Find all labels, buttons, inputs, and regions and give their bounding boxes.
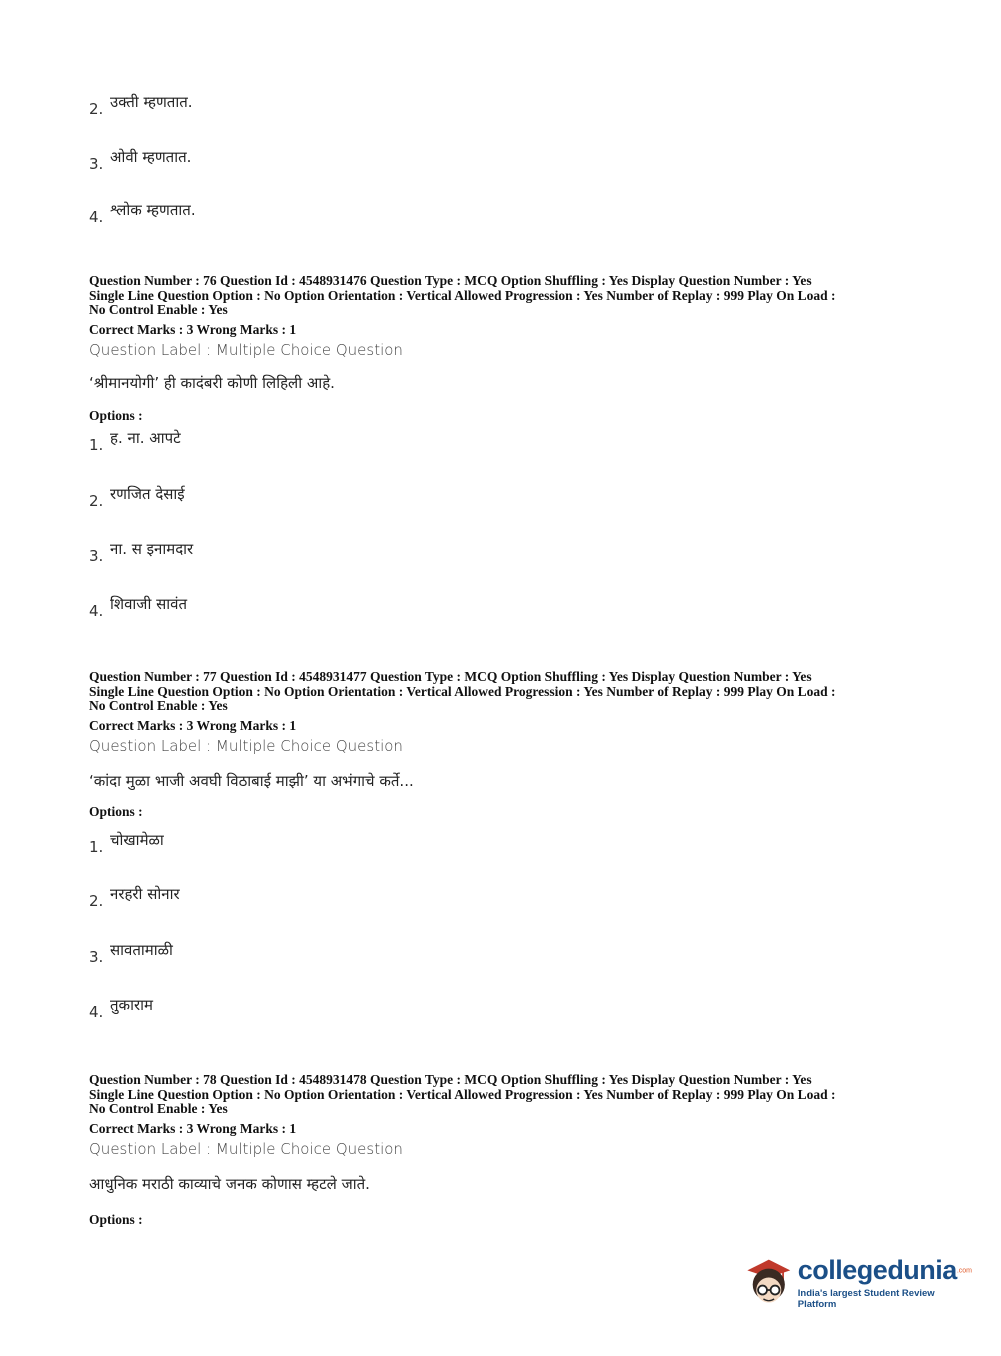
prev-option-3 <box>89 147 191 173</box>
meta-line: No Control Enable : Yes <box>89 1101 228 1116</box>
option-number: 2. <box>89 492 104 510</box>
meta-line: No Control Enable : Yes <box>89 698 228 713</box>
option-number: 3. <box>89 547 104 565</box>
meta-line: Question Number : 78 Question Id : 4548931478 Question Type : MCQ Option Shuffling : Yes Display Question Number : Yes <box>89 1072 812 1087</box>
question-77-marks: Correct Marks : 3 Wrong Marks : 1 <box>89 718 297 733</box>
question-77-options-heading: Options : <box>89 804 143 819</box>
prev-option-4 <box>89 200 196 226</box>
question-76-meta <box>89 274 919 318</box>
question-78-meta <box>89 1073 919 1117</box>
question-76-text: ‘श्रीमानयोगी’ ही कादंबरी कोणी लिहिली आहे. <box>89 374 335 392</box>
question-76-option-1[interactable] <box>89 428 181 454</box>
question-78-label: Question Label : Multiple Choice Question <box>89 1140 403 1158</box>
meta-line: Question Number : 76 Question Id : 4548931476 Question Type : MCQ Option Shuffling : Yes Display Question Number : Yes <box>89 273 812 288</box>
option-number: 4. <box>89 602 104 620</box>
option-text: ओवी म्हणतात. <box>110 148 192 166</box>
option-text: शिवाजी सावंत <box>110 595 188 613</box>
option-text: सावतामाळी <box>110 941 173 959</box>
question-78-options-heading: Options : <box>89 1212 143 1227</box>
option-number: 4. <box>89 1003 104 1021</box>
question-76-option-2[interactable] <box>89 484 185 510</box>
mascot-icon <box>742 1251 794 1313</box>
option-text: ह. ना. आपटे <box>110 429 181 447</box>
question-76-label: Question Label : Multiple Choice Question <box>89 341 403 359</box>
logo-suffix: .com <box>956 1267 972 1275</box>
option-text: रणजित देसाई <box>110 485 185 503</box>
logo-brand: collegedunia <box>797 1254 957 1285</box>
logo-text <box>798 1255 972 1310</box>
option-text: तुकाराम <box>110 996 153 1014</box>
question-76-marks: Correct Marks : 3 Wrong Marks : 1 <box>89 322 297 337</box>
question-76-option-4[interactable] <box>89 594 187 620</box>
option-number: 1. <box>89 436 104 454</box>
question-77-option-3[interactable] <box>89 940 173 966</box>
option-text: नरहरी सोनार <box>110 885 180 903</box>
option-number: 4. <box>89 208 104 226</box>
option-number: 2. <box>89 892 104 910</box>
option-text: उक्ती म्हणतात. <box>110 93 193 111</box>
logo-tagline: India's largest Student Review Platform <box>797 1287 935 1310</box>
question-76-options-heading: Options : <box>89 408 143 423</box>
question-77-option-4[interactable] <box>89 995 153 1021</box>
question-77-option-1[interactable] <box>89 830 164 856</box>
option-number: 3. <box>89 948 104 966</box>
question-76-option-3[interactable] <box>89 539 193 565</box>
option-text: ना. स इनामदार <box>110 540 194 558</box>
meta-line: Question Number : 77 Question Id : 4548931477 Question Type : MCQ Option Shuffling : Yes Display Question Number : Yes <box>89 669 812 684</box>
question-77-label: Question Label : Multiple Choice Question <box>89 737 403 755</box>
question-78-text: आधुनिक मराठी काव्याचे जनक कोणास म्हटले जाते. <box>89 1175 370 1193</box>
meta-line: No Control Enable : Yes <box>89 302 228 317</box>
option-number: 1. <box>89 838 104 856</box>
question-77-meta <box>89 670 919 714</box>
meta-line: Single Line Question Option : No Option Orientation : Vertical Allowed Progression : Yes Number of Replay : 999 Play On Load : <box>89 683 836 699</box>
collegedunia-logo <box>742 1248 972 1316</box>
option-text: चोखामेळा <box>110 831 164 849</box>
question-77-option-2[interactable] <box>89 884 180 910</box>
option-text: श्लोक म्हणतात. <box>110 201 196 219</box>
meta-line: Single Line Question Option : No Option Orientation : Vertical Allowed Progression : Yes Number of Replay : 999 Play On Load : <box>89 1086 836 1102</box>
option-number: 3. <box>89 155 104 173</box>
question-78-marks: Correct Marks : 3 Wrong Marks : 1 <box>89 1121 297 1136</box>
meta-line: Single Line Question Option : No Option Orientation : Vertical Allowed Progression : Yes Number of Replay : 999 Play On Load : <box>89 287 836 303</box>
question-77-text: ‘कांदा मुळा भाजी अवघी विठाबाई माझी’ या अभंगाचे कर्ते... <box>89 772 414 790</box>
prev-option-2 <box>89 92 193 118</box>
option-number: 2. <box>89 100 104 118</box>
